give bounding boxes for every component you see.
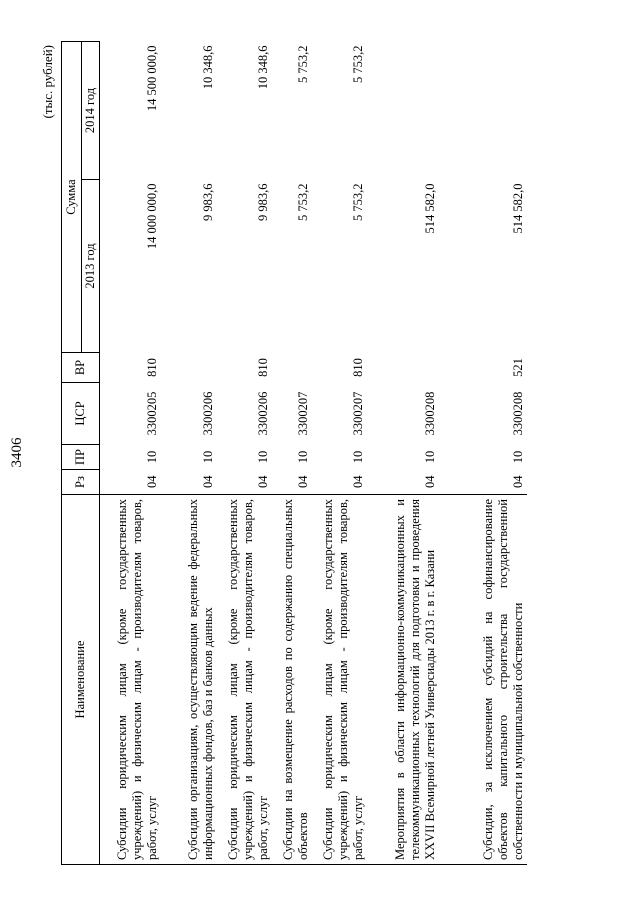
row-csr: 3300208 [422, 391, 437, 436]
row-sum-2013: 9 983,6 [255, 183, 270, 221]
row-csr: 3300206 [255, 391, 270, 436]
row-csr: 3300207 [295, 391, 310, 436]
row-sum-2013: 9 983,6 [200, 183, 215, 221]
row-rz: 04 [295, 475, 310, 488]
row-vr: 810 [350, 358, 365, 377]
row-name: Субсидии юридическим лицам (кроме государственных учреждений) и физическим лицам - производителям товаров, работ, услуг [312, 495, 367, 865]
row-vr: 810 [255, 358, 270, 377]
row-vr [367, 353, 439, 383]
table-header [62, 42, 100, 865]
row-pr: 10 [422, 450, 437, 464]
col-header-name: Наименование [62, 495, 100, 865]
col-header-csr: ЦСР [62, 383, 100, 445]
row-rz: 04 [200, 475, 215, 488]
row-rz: 04 [144, 475, 159, 488]
row-rz: 04 [350, 475, 365, 488]
row-sum-2013: 14 000 000,0 [144, 183, 159, 250]
row-sum-2013: 514 582,0 [422, 183, 437, 234]
col-header-sum: Сумма [62, 42, 82, 353]
table-row [272, 42, 312, 865]
table-row [367, 42, 439, 865]
budget-table [61, 41, 527, 865]
table-row [100, 42, 161, 865]
units-label: (тыс. рублей) [40, 45, 55, 119]
row-sum-2013: 5 753,2 [350, 183, 365, 221]
row-rz: 04 [422, 475, 437, 488]
row-sum-2013: 514 582,0 [510, 183, 525, 234]
row-name: Мероприятия в области информационно-коммуникационных и телекоммуникационных технологий для подготовки и проведения XXVII Всемирной летней Универсиады 2013 г. в г. Казани [367, 495, 439, 865]
col-header-pr: ПР [62, 445, 100, 470]
table-row [217, 42, 272, 865]
row-name: Субсидии организациям, осуществляющим ведение федеральных информационных фондов, баз и банков данных [161, 495, 217, 865]
row-rz: 04 [255, 475, 270, 488]
col-header-2014: 2014 год [82, 42, 100, 180]
row-sum-2014: 14 500 000,0 [144, 45, 159, 112]
row-csr: 3300206 [200, 391, 215, 436]
row-vr: 810 [144, 358, 159, 377]
row-pr: 10 [144, 450, 159, 464]
table-row [312, 42, 367, 865]
row-csr: 3300208 [510, 391, 525, 436]
row-csr: 3300207 [350, 391, 365, 436]
row-vr: 521 [510, 358, 525, 377]
row-name: Субсидии на возмещение расходов по содержанию специальных объектов [272, 495, 312, 865]
row-csr: 3300205 [144, 391, 159, 436]
table-row [439, 42, 527, 865]
col-header-vr: ВР [62, 353, 100, 383]
row-name: Субсидии юридическим лицам (кроме государственных учреждений) и физическим лицам - производителям товаров, работ, услуг [100, 495, 161, 865]
row-pr: 10 [510, 450, 525, 464]
row-sum-2014: 10 348,6 [255, 45, 270, 90]
row-rz: 04 [510, 475, 525, 488]
row-vr [272, 353, 312, 383]
row-pr: 10 [255, 450, 270, 464]
row-vr [161, 353, 217, 383]
row-pr: 10 [350, 450, 365, 464]
table-row [161, 42, 217, 865]
row-sum-2013: 5 753,2 [295, 183, 310, 221]
row-sum-2014: 10 348,6 [200, 45, 215, 90]
row-name: Субсидии, за исключением субсидий на софинансирование объектов капитального строительства государственной собственности и муниципальной собственности [439, 495, 527, 865]
row-pr: 10 [295, 450, 310, 464]
page-number: 3406 [9, 437, 25, 468]
col-header-rz: Рз [62, 470, 100, 495]
row-sum-2014 [439, 42, 527, 180]
row-pr: 10 [200, 450, 215, 464]
row-name: Субсидии юридическим лицам (кроме государственных учреждений) и физическим лицам - производителям товаров, работ, услуг [217, 495, 272, 865]
row-sum-2014 [367, 42, 439, 180]
row-sum-2014: 5 753,2 [295, 45, 310, 83]
col-header-2013: 2013 год [82, 180, 100, 353]
row-sum-2014: 5 753,2 [350, 45, 365, 83]
